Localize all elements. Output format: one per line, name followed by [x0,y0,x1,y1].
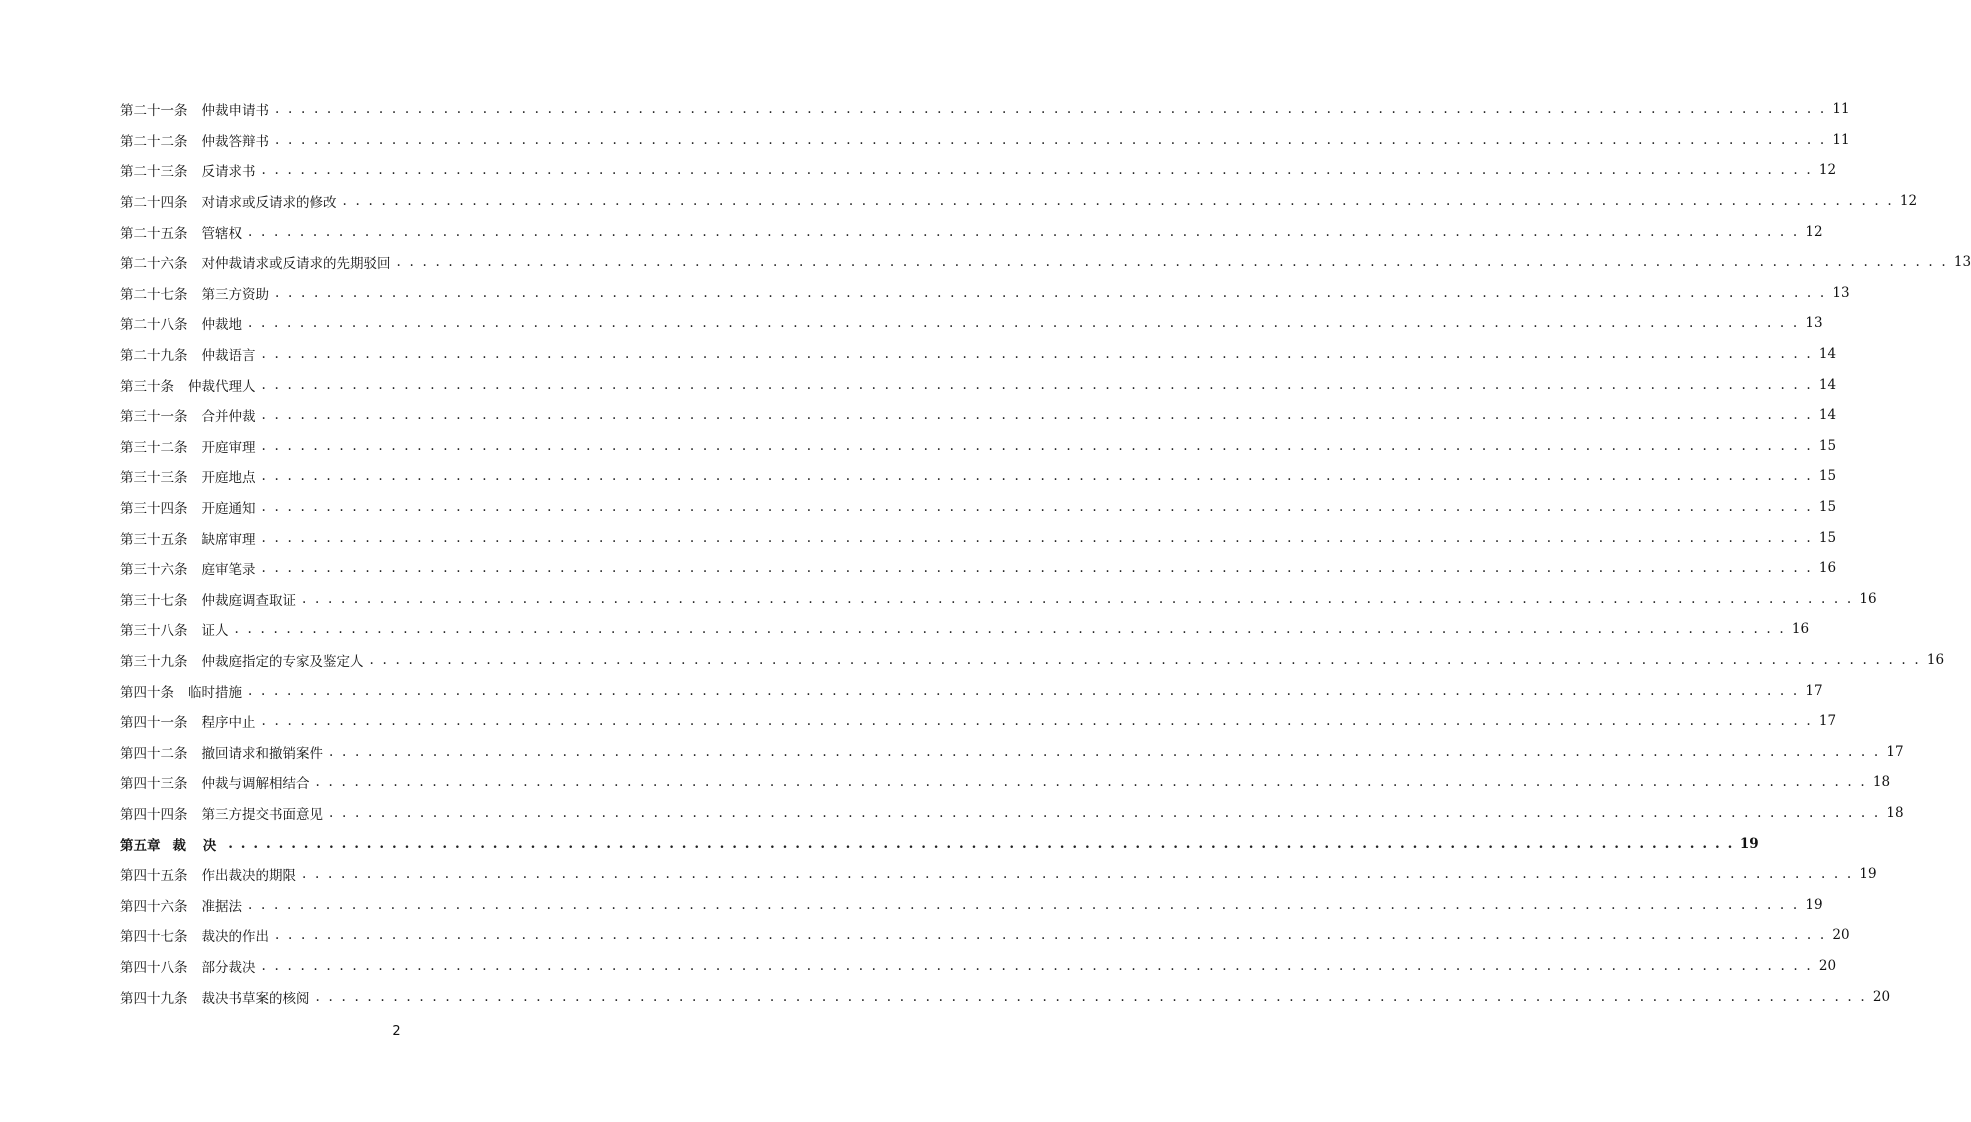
dot-leader: . . . . . . . . . . . . . . . . . . . . . . . . . . . . . . . . . . . . . . . . . . . . . . . . . . . . . . . . . . . . . . . . . . . . . . . . . . . . . . . . . . . . . . . . . . . . . . . . . . . . . . . . . . . . . . . . . . . . . . . . [261,957,1813,974]
toc-entry-page: 11 [1832,131,1850,148]
toc-entry-number: 第三十六条 [120,562,188,579]
dot-leader: . . . . . . . . . . . . . . . . . . . . . . . . . . . . . . . . . . . . . . . . . . . . . . . . . . . . . . . . . . . . . . . . . . . . . . . . . . . . . . . . . . . . . . . . . . . . . . . . . . . . . . . . . . . . . . . . . . . . . . . . [248,223,1800,240]
toc-entry-page: 11 [1832,101,1850,118]
toc-entry-number: 第三十四条 [120,501,188,518]
toc-entry[interactable] [120,186,1918,217]
dot-leader: . . . . . . . . . . . . . . . . . . . . . . . . . . . . . . . . . . . . . . . . . . . . . . . . . . . . . . . . . . . . . . . . . . . . . . . . . . . . . . . . . . . . . . . . . . . . . . . . . . . . . . . . . . . . . . . . . . . . . . . . [261,346,1813,363]
toc-entry-title: 合并仲裁 [201,409,256,426]
toc-entry-number: 第四十六条 [120,898,188,915]
toc-entry-title: 第三方资助 [201,286,269,303]
toc-entry-title: 开庭地点 [201,470,256,487]
toc-entry-page: 19 [1739,835,1759,852]
toc-entry[interactable] [120,798,1904,829]
dot-leader: . . . . . . . . . . . . . . . . . . . . . . . . . . . . . . . . . . . . . . . . . . . . . . . . . . . . . . . . . . . . . . . . . . . . . . . . . . . . . . . . . . . . . . . . . . . . . . . . . . . . . . . . . . . . . . . . . . . . . . . . [261,162,1813,179]
toc-entry-title: 仲裁地 [201,317,242,334]
toc-entry-title: 管辖权 [201,225,242,242]
toc-entry[interactable] [120,614,1810,645]
dot-leader: . . . . . . . . . . . . . . . . . . . . . . . . . . . . . . . . . . . . . . . . . . . . . . . . . . . . . . . . . . . . . . . . . . . . . . . . . . . . . . . . . . . . . . . . . . . . . . . . . . . . . . . . . . . . . . . . . . . . . . . . [342,193,1894,210]
dot-leader: . . . . . . . . . . . . . . . . . . . . . . . . . . . . . . . . . . . . . . . . . . . . . . . . . . . . . . . . . . . . . . . . . . . . . . . . . . . . . . . . . . . . . . . . . . . . . . . . . . . . . . . . . . . . . . . . . . . . . . . . [261,529,1813,546]
toc-entry-number: 第三十七条 [120,592,188,609]
toc-entry-title: 裁决的作出 [201,929,269,946]
dot-leader: . . . . . . . . . . . . . . . . . . . . . . . . . . . . . . . . . . . . . . . . . . . . . . . . . . . . . . . . . . . . . . . . . . . . . . . . . . . . . . . . . . . . . . . . . . . . . . . . . . . . . . . . . . . . . . . . . . . . . . . . [261,376,1813,393]
toc-entry-title: 开庭审理 [201,439,256,456]
toc-entry-title: 仲裁申请书 [201,103,269,120]
toc-entry-number: 第二十六条 [120,256,188,273]
toc-entry[interactable] [120,369,1837,400]
toc-entry-number: 第三十五条 [120,531,188,548]
toc-entry-page: 16 [1859,590,1877,607]
toc-entry-page: 16 [1791,621,1810,638]
toc-entry-page: 13 [1953,254,1971,271]
toc-entry-number: 第三十八条 [120,623,188,640]
toc-entry-title: 仲裁代理人 [188,378,256,395]
dot-leader: . . . . . . . . . . . . . . . . . . . . . . . . . . . . . . . . . . . . . . . . . . . . . . . . . . . . . . . . . . . . . . . . . . . . . . . . . . . . . . . . . . . . . . . . . . . . . . . . . . . . . . . . . . . . . . . . . . . . . . . . [234,621,1786,638]
toc-entry-page: 16 [1926,651,1945,668]
dot-leader: . . . . . . . . . . . . . . . . . . . . . . . . . . . . . . . . . . . . . . . . . . . . . . . . . . . . . . . . . . . . . . . . . . . . . . . . . . . . . . . . . . . . . . . . . . . . . . . . . . . . . . . . . . . . . . . . . . . . . . . . [275,131,1827,148]
toc-entry-title: 仲裁与调解相结合 [201,776,310,793]
dot-leader: . . . . . . . . . . . . . . . . . . . . . . . . . . . . . . . . . . . . . . . . . . . . . . . . . . . . . . . . . . . . . . . . . . . . . . . . . . . . . . . . . . . . . . . . . . . . . . . . . . . . . . . . . . . . . . . . . . . . . . . . [302,590,1854,607]
toc-entry-number: 第四十五条 [120,868,188,885]
toc-entry-title: 临时措施 [188,684,242,701]
toc-entry-title: 裁决书草案的核阅 [201,990,310,1007]
toc-entry-title: 仲裁庭指定的专家及鉴定人 [201,653,364,670]
toc-entry[interactable] [120,522,1837,553]
toc-entry-page: 13 [1832,284,1850,301]
toc-entry-number: 第三十条 [120,378,174,395]
toc-entry[interactable] [120,951,1837,982]
toc-entry[interactable] [120,339,1837,370]
toc-entry-number: 第四十条 [120,684,174,701]
toc-entry-title: 对仲裁请求或反请求的先期驳回 [201,256,391,273]
toc-entry-title: 对请求或反请求的修改 [201,195,337,212]
toc-entry-page: 14 [1818,346,1837,363]
table-of-contents [120,94,1971,1012]
toc-entry-number: 第四十一条 [120,715,188,732]
toc-entry-page: 20 [1818,957,1837,974]
toc-entry-page: 18 [1886,804,1904,821]
toc-entry[interactable] [120,247,1971,278]
dot-leader: . . . . . . . . . . . . . . . . . . . . . . . . . . . . . . . . . . . . . . . . . . . . . . . . . . . . . . . . . . . . . . . . . . . . . . . . . . . . . . . . . . . . . . . . . . . . . . . . . . . . . . . . . . . . . . . . . . . . . . . . [248,896,1800,913]
toc-entry[interactable] [120,889,1823,920]
toc-entry[interactable] [120,645,1945,676]
toc-entry-page: 15 [1818,437,1837,454]
toc-entry-number: 第四十七条 [120,929,188,946]
toc-entry-number: 第三十九条 [120,653,188,670]
toc-entry-number: 第二十五条 [120,225,188,242]
toc-entry[interactable] [120,859,1877,890]
toc-entry[interactable] [120,584,1877,615]
toc-entry[interactable] [120,461,1837,492]
toc-entry-number: 第四十四条 [120,806,188,823]
dot-leader: . . . . . . . . . . . . . . . . . . . . . . . . . . . . . . . . . . . . . . . . . . . . . . . . . . . . . . . . . . . . . . . . . . . . . . . . . . . . . . . . . . . . . . . . . . . . . . . . . . . . . . . . . . . . . . . . . . . . . . . . [315,988,1867,1005]
toc-entry-page: 15 [1818,468,1837,485]
toc-entry-number: 第四十九条 [120,990,188,1007]
toc-entry[interactable] [120,675,1823,706]
toc-entry[interactable] [120,553,1837,584]
toc-entry[interactable] [120,125,1850,156]
toc-entry-number: 第三十一条 [120,409,188,426]
toc-entry[interactable] [120,736,1904,767]
toc-entry-page: 15 [1818,499,1837,516]
toc-entry-page: 12 [1899,193,1918,210]
toc-entry[interactable] [120,920,1850,951]
toc-entry-number: 第四十三条 [120,776,188,793]
toc-entry-number: 第五章 [120,837,161,854]
page-number: 2 [392,1024,401,1039]
dot-leader: . . . . . . . . . . . . . . . . . . . . . . . . . . . . . . . . . . . . . . . . . . . . . . . . . . . . . . . . . . . . . . . . . . . . . . . . . . . . . . . . . . . . . . . . . . . . . . . . . . . . . . . . . . . . . . . . . . . . . . . . [261,468,1813,485]
toc-entry-title: 仲裁庭调查取证 [201,592,296,609]
toc-entry-number: 第二十四条 [120,195,188,212]
toc-entry-title: 裁 决 [172,837,223,854]
toc-entry-title: 庭审笔录 [201,562,256,579]
toc-entry[interactable] [120,767,1891,798]
toc-entry[interactable] [120,431,1837,462]
dot-leader: . . . . . . . . . . . . . . . . . . . . . . . . . . . . . . . . . . . . . . . . . . . . . . . . . . . . . . . . . . . . . . . . . . . . . . . . . . . . . . . . . . . . . . . . . . . . . . . . . . . . . . . . . . . . . . . . . . . . . . . . [261,713,1813,730]
dot-leader: . . . . . . . . . . . . . . . . . . . . . . . . . . . . . . . . . . . . . . . . . . . . . . . . . . . . . . . . . . . . . . . . . . . . . . . . . . . . . . . . . . . . . . . . . . . . . . . . . . . . . . . . . . . . . . . . . . . . . . . . [275,927,1827,944]
dot-leader: . . . . . . . . . . . . . . . . . . . . . . . . . . . . . . . . . . . . . . . . . . . . . . . . . . . . . . . . . . . . . . . . . . . . . . . . . . . . . . . . . . . . . . . . . . . . . . . . . . . . . . . . . . . . . . . . . . . . . . . . [329,804,1881,821]
toc-entry-title: 仲裁答辩书 [201,133,269,150]
toc-entry[interactable] [120,706,1837,737]
dot-leader: . . . . . . . . . . . . . . . . . . . . . . . . . . . . . . . . . . . . . . . . . . . . . . . . . . . . . . . . . . . . . . . . . . . . . . . . . . . . . . . . . . . . . . . . . . . . . . . . . . . . . . . . . . . . . . . . . . . . . . . . [369,651,1921,668]
toc-entry-title: 仲裁语言 [201,348,256,365]
toc-entry-page: 12 [1805,223,1823,240]
toc-chapter-entry[interactable] [120,828,1759,859]
dot-leader: . . . . . . . . . . . . . . . . . . . . . . . . . . . . . . . . . . . . . . . . . . . . . . . . . . . . . . . . . . . . . . . . . . . . . . . . . . . . . . . . . . . . . . . . . . . . . . . . . . . . . . . . . . . . . . . . . . . . . . . . [228,835,1734,852]
dot-leader: . . . . . . . . . . . . . . . . . . . . . . . . . . . . . . . . . . . . . . . . . . . . . . . . . . . . . . . . . . . . . . . . . . . . . . . . . . . . . . . . . . . . . . . . . . . . . . . . . . . . . . . . . . . . . . . . . . . . . . . . [275,101,1827,118]
toc-entry-page: 14 [1818,376,1837,393]
toc-entry-page: 19 [1805,896,1823,913]
toc-entry-number: 第二十八条 [120,317,188,334]
toc-entry-title: 撤回请求和撤销案件 [201,745,323,762]
toc-entry-number: 第二十一条 [120,103,188,120]
toc-entry-number: 第三十二条 [120,439,188,456]
toc-entry-number: 第三十三条 [120,470,188,487]
dot-leader: . . . . . . . . . . . . . . . . . . . . . . . . . . . . . . . . . . . . . . . . . . . . . . . . . . . . . . . . . . . . . . . . . . . . . . . . . . . . . . . . . . . . . . . . . . . . . . . . . . . . . . . . . . . . . . . . . . . . . . . . [302,866,1854,883]
dot-leader: . . . . . . . . . . . . . . . . . . . . . . . . . . . . . . . . . . . . . . . . . . . . . . . . . . . . . . . . . . . . . . . . . . . . . . . . . . . . . . . . . . . . . . . . . . . . . . . . . . . . . . . . . . . . . . . . . . . . . . . . [261,407,1813,424]
dot-leader: . . . . . . . . . . . . . . . . . . . . . . . . . . . . . . . . . . . . . . . . . . . . . . . . . . . . . . . . . . . . . . . . . . . . . . . . . . . . . . . . . . . . . . . . . . . . . . . . . . . . . . . . . . . . . . . . . . . . . . . . [261,560,1813,577]
toc-entry[interactable] [120,308,1823,339]
toc-entry-title: 缺席审理 [201,531,256,548]
toc-entry-number: 第四十二条 [120,745,188,762]
dot-leader: . . . . . . . . . . . . . . . . . . . . . . . . . . . . . . . . . . . . . . . . . . . . . . . . . . . . . . . . . . . . . . . . . . . . . . . . . . . . . . . . . . . . . . . . . . . . . . . . . . . . . . . . . . . . . . . . . . . . . . . . [261,437,1813,454]
dot-leader: . . . . . . . . . . . . . . . . . . . . . . . . . . . . . . . . . . . . . . . . . . . . . . . . . . . . . . . . . . . . . . . . . . . . . . . . . . . . . . . . . . . . . . . . . . . . . . . . . . . . . . . . . . . . . . . . . . . . . . . . [329,743,1881,760]
toc-entry-number: 第二十三条 [120,164,188,181]
toc-entry-page: 20 [1872,988,1891,1005]
toc-entry-title: 反请求书 [201,164,256,181]
dot-leader: . . . . . . . . . . . . . . . . . . . . . . . . . . . . . . . . . . . . . . . . . . . . . . . . . . . . . . . . . . . . . . . . . . . . . . . . . . . . . . . . . . . . . . . . . . . . . . . . . . . . . . . . . . . . . . . . . . . . . . . . [248,315,1800,332]
toc-entry-page: 17 [1818,713,1837,730]
toc-entry-title: 开庭通知 [201,501,256,518]
toc-entry-number: 第二十二条 [120,133,188,150]
toc-entry-number: 第二十九条 [120,348,188,365]
toc-entry-page: 15 [1818,529,1837,546]
toc-entry[interactable] [120,278,1850,309]
toc-entry-number: 第四十八条 [120,959,188,976]
dot-leader: . . . . . . . . . . . . . . . . . . . . . . . . . . . . . . . . . . . . . . . . . . . . . . . . . . . . . . . . . . . . . . . . . . . . . . . . . . . . . . . . . . . . . . . . . . . . . . . . . . . . . . . . . . . . . . . . . . . . . . . . [275,284,1827,301]
toc-entry-page: 14 [1818,407,1837,424]
toc-entry-page: 20 [1832,927,1850,944]
toc-entry-page: 17 [1886,743,1904,760]
dot-leader: . . . . . . . . . . . . . . . . . . . . . . . . . . . . . . . . . . . . . . . . . . . . . . . . . . . . . . . . . . . . . . . . . . . . . . . . . . . . . . . . . . . . . . . . . . . . . . . . . . . . . . . . . . . . . . . . . . . . . . . . [315,774,1867,791]
toc-entry-page: 19 [1859,866,1877,883]
dot-leader: . . . . . . . . . . . . . . . . . . . . . . . . . . . . . . . . . . . . . . . . . . . . . . . . . . . . . . . . . . . . . . . . . . . . . . . . . . . . . . . . . . . . . . . . . . . . . . . . . . . . . . . . . . . . . . . . . . . . . . . . [396,254,1948,271]
toc-entry[interactable] [120,400,1837,431]
toc-entry-page: 16 [1818,560,1837,577]
toc-entry[interactable] [120,94,1850,125]
toc-entry-page: 12 [1818,162,1837,179]
toc-entry-number: 第二十七条 [120,286,188,303]
toc-entry-title: 作出裁决的期限 [201,868,296,885]
toc-entry-page: 18 [1872,774,1891,791]
toc-entry[interactable] [120,492,1837,523]
toc-entry-title: 部分裁决 [201,959,256,976]
toc-entry-page: 13 [1805,315,1823,332]
toc-entry-title: 准据法 [201,898,242,915]
dot-leader: . . . . . . . . . . . . . . . . . . . . . . . . . . . . . . . . . . . . . . . . . . . . . . . . . . . . . . . . . . . . . . . . . . . . . . . . . . . . . . . . . . . . . . . . . . . . . . . . . . . . . . . . . . . . . . . . . . . . . . . . [248,682,1800,699]
toc-entry-title: 第三方提交书面意见 [201,806,323,823]
toc-entry[interactable] [120,216,1823,247]
toc-entry[interactable] [120,981,1891,1012]
toc-entry-page: 17 [1805,682,1823,699]
dot-leader: . . . . . . . . . . . . . . . . . . . . . . . . . . . . . . . . . . . . . . . . . . . . . . . . . . . . . . . . . . . . . . . . . . . . . . . . . . . . . . . . . . . . . . . . . . . . . . . . . . . . . . . . . . . . . . . . . . . . . . . . [261,499,1813,516]
toc-entry[interactable] [120,155,1837,186]
toc-entry-title: 程序中止 [201,715,256,732]
toc-entry-title: 证人 [201,623,229,640]
